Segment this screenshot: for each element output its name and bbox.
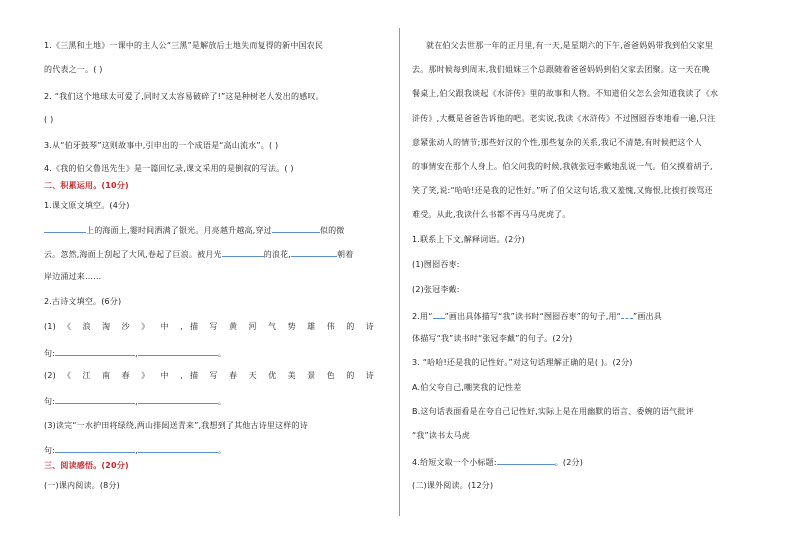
reading-q3-option-b-line2: “我”读书太马虎: [412, 431, 470, 440]
answer-blank[interactable]: [55, 346, 135, 356]
fill-q1-line2: [44, 247, 353, 260]
label-text: 句:: [44, 446, 56, 455]
answer-blank[interactable]: [222, 247, 264, 257]
answer-blank[interactable]: [138, 394, 218, 404]
judge-q3: 3.从“伯牙鼓琴”这则故事中,引申出的一个成语是“高山流水”。( ): [44, 141, 279, 150]
reading-q3: 3. “哈哈!还是我的记性好。”对这句话理解正确的是( )。(2分): [412, 358, 633, 367]
passage-line: 的事情安在那个人身上。伯父问我的时候,我就张冠李戴地乱说一气。伯父摸着胡子,: [412, 162, 713, 171]
left-column: [44, 0, 389, 549]
judge-q2-line1: 2. “我们这个地球太可爱了,同时又太容易破碎了!”这是种树老人发出的感叹。: [44, 92, 324, 101]
q4-text: 4.给短文取一个小标题:: [412, 458, 497, 467]
underline-sample-2: [621, 309, 633, 319]
passage-line: 意紧张动人的情节;那些好汉的个性,那些复杂的关系,我记不清楚,有时候把这个人: [412, 138, 702, 147]
answer-blank[interactable]: [272, 223, 320, 233]
reading-q3-option-b-line1: B.这句话表面看是在夸自己记性好,实际上是在用幽默的语言、委婉的语气批评: [412, 407, 694, 416]
q2-text: ”画出具体描写“我”读书时“囫囵吞枣”的句子,用“: [444, 312, 621, 321]
fill-q2-2-line2: [44, 394, 226, 407]
answer-blank[interactable]: [291, 247, 337, 257]
reading-q2-line1: [412, 309, 662, 322]
fill-q2-3-line2: [44, 443, 226, 456]
fill-q1-text-mid: 的浪花,: [263, 250, 292, 259]
judge-q2-line2: ( ): [44, 115, 54, 124]
reading-q2-line2: 体描写“我”读书时“张冠李戴”的句子。(2分): [412, 334, 573, 343]
section-2-heading: 二、积累运用。(10分): [44, 181, 129, 190]
q2-text: ”画出具: [633, 312, 662, 321]
reading-q1-2: (2)张冠李戴:: [412, 285, 460, 294]
fill-q2-title: 2.古诗文填空。(6分): [44, 297, 122, 306]
end-text: 。: [217, 446, 227, 455]
judge-q1-line1: 1.《三黑和土地》一课中的主人公“三黑”是解放后土地失而复得的新中国农民: [44, 41, 324, 50]
fill-q1-text: 云。忽然,海面上刮起了大风,卷起了巨浪。被月光: [44, 250, 222, 259]
passage-line: 浒传》,大概是爸爸告诉他的吧。老实说,我读《水浒传》不过囫囵吞枣地看一遍,只注: [412, 114, 716, 123]
separator-text: ,: [135, 397, 138, 406]
judge-q4: 4.《我的伯父鲁迅先生》是一篇回忆录,课文采用的是倒叙的写法。( ): [44, 164, 294, 173]
q2-text: 2.用“: [412, 312, 433, 321]
answer-blank[interactable]: [138, 443, 218, 453]
answer-blank[interactable]: [55, 394, 135, 404]
separator-text: ,: [135, 446, 138, 455]
end-text: 。: [217, 349, 227, 358]
fill-q1-line3: 岸边涌过来……: [44, 272, 102, 281]
label-text: 句:: [44, 349, 56, 358]
column-divider: [399, 28, 400, 516]
fill-q1-text-end: 似的微: [319, 226, 345, 235]
fill-q2-3-line1: (3)读完“一水护田将绿绕,两山排闼送青来”,我想到了其他古诗里这样的诗: [44, 421, 308, 430]
reading-part2-title: (二)课外阅读。(12分): [412, 481, 494, 490]
right-column: [412, 0, 757, 549]
section-3-heading: 三、阅读感悟。(20分): [44, 461, 129, 470]
fill-q2-1-line1: (1) 《 浪 淘 沙 》 中 , 描 写 黄 河 气 势 雄 伟 的 诗: [44, 322, 374, 331]
end-text: 。: [217, 397, 227, 406]
underline-sample-1: [433, 309, 445, 319]
passage-line: 难受。从此,我读什么书都不再马马虎虎了。: [412, 210, 571, 219]
answer-blank[interactable]: [138, 346, 218, 356]
fill-q1-title: 1.课文原文填空。(4分): [44, 201, 130, 210]
passage-line: 餐桌上,伯父跟我谈起《水浒传》里的故事和人物。不知道伯父怎么会知道我读了《水: [412, 89, 719, 98]
passage-line: 笑了笑,说:“哈哈!还是我的记性好。”听了伯父这句话,我又羞愧,又悔恨,比挨打挨骂还: [412, 186, 713, 195]
passage-line: 去。那时候每到周末,我们姐妹三个总跟随着爸爸妈妈到伯父家去团聚。这一天在晚: [412, 65, 710, 74]
label-text: 句:: [44, 397, 56, 406]
separator-text: ,: [135, 349, 138, 358]
passage-line: 就在伯父去世那一年的正月里,有一天,是星期六的下午,爸爸妈妈带我到伯父家里: [426, 41, 714, 50]
fill-q1-line1: [44, 223, 345, 236]
answer-blank[interactable]: [44, 223, 86, 233]
fill-q1-text: 上的海面上,霎时间洒满了银光。月亮越升越高,穿过: [86, 226, 272, 235]
reading-q1-1: (1)囫囵吞枣:: [412, 260, 460, 269]
reading-q4: [412, 455, 583, 468]
reading-q1: 1.联系上下文,解释词语。(2分): [412, 235, 525, 244]
answer-blank[interactable]: [55, 443, 135, 453]
q4-text: 。(2分): [554, 458, 584, 467]
reading-q3-option-a: A.伯父夸自己,嘲笑我的记性差: [412, 383, 522, 392]
answer-blank[interactable]: [497, 455, 555, 465]
fill-q2-2-line1: (2) 《 江 南 春 》 中 , 描 写 春 天 优 美 景 色 的 诗: [44, 371, 374, 380]
judge-q1-line2: 的代表之一。( ): [44, 65, 103, 74]
fill-q2-1-line2: [44, 346, 226, 359]
fill-q1-text-end: 朝着: [337, 250, 354, 259]
reading-part1-title: (一)课内阅读。(8分): [44, 481, 120, 490]
